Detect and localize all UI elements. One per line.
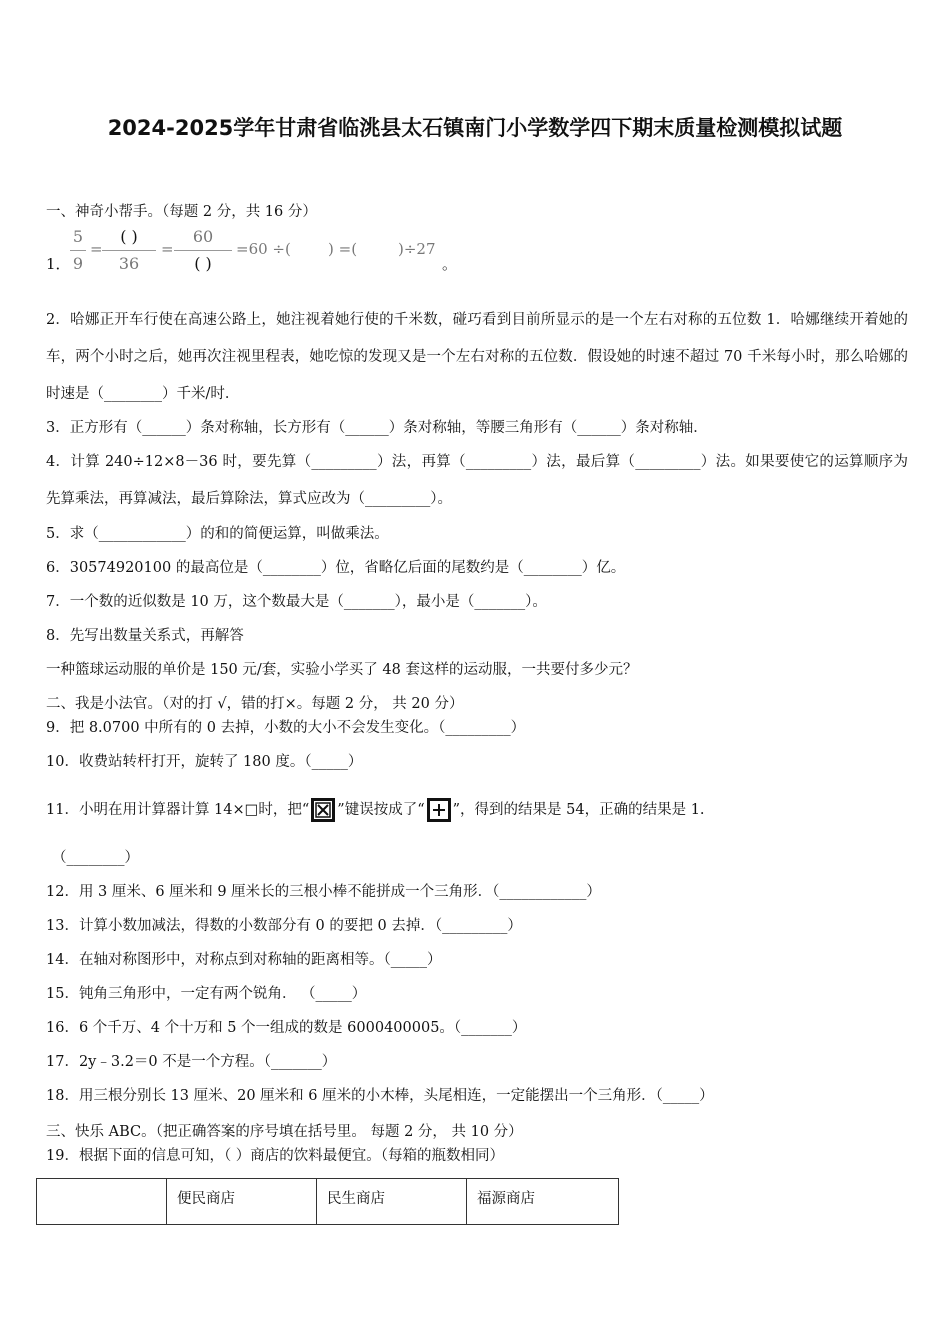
question-8-body: 一种篮球运动服的单价是 150 元/套，实验小学买了 48 套这样的运动服，一共要付多少元？ [46, 662, 638, 678]
question-11 [46, 798, 705, 822]
question-4: 4．计算 240÷12×8－36 时，要先算（_________）法，再算（_________）法，最后算（_________）法。如果要使它的运算顺序为先算乘法，再算减法，最后算除法，算式应改为（_________）。 [46, 454, 908, 507]
table-header-fuyuan: 福源商店 [467, 1179, 619, 1225]
q11-part-a: 11．小明在用计算器计算 14×□时，把“ [46, 802, 310, 818]
question-7: 7．一个数的近似数是 10 万，这个数最大是（_______），最小是（_______）。 [46, 594, 547, 610]
question-16: 16．6 个千万、4 个十万和 5 个一组成的数是 6000400005。（_______） [46, 1020, 527, 1036]
fraction-60-blank: 60 ( ) [174, 226, 232, 275]
multiply-key-icon [311, 798, 335, 822]
section-2-heading: 二、我是小法官。（对的打 √，错的打×。每题 2 分， 共 20 分） [46, 696, 464, 712]
question-19: 19．根据下面的信息可知，（ ）商店的饮料最便宜。（每箱的瓶数相同） [46, 1148, 505, 1164]
equals-sign-2: = [161, 240, 174, 258]
question-1 [46, 226, 546, 282]
table-header-minsheng: 民生商店 [317, 1179, 467, 1225]
question-5: 5．求（____________）的和的简便运算，叫做乘法。 [46, 526, 389, 542]
section-1-heading: 一、神奇小帮手。（每题 2 分，共 16 分） [46, 204, 317, 220]
q1-tail-3: )÷27 [398, 240, 436, 258]
q11-part-b: ”键误按成了“ [337, 802, 425, 818]
plus-key-icon [427, 798, 451, 822]
question-9: 9．把 8.0700 中所有的 0 去掉，小数的大小不会发生变化。（_________） [46, 720, 526, 736]
shop-table [36, 1178, 619, 1225]
q1-tail-2: ) =( [328, 240, 358, 258]
question-17: 17．2y﹣3.2＝0 不是一个方程。（_______） [46, 1054, 337, 1070]
q1-number: 1． [46, 255, 71, 273]
section-3-heading: 三、快乐 ABC。（把正确答案的序号填在括号里。 每题 2 分， 共 10 分） [46, 1124, 523, 1140]
equals-sign-1: = [90, 240, 103, 258]
q11-part-c: ”，得到的结果是 54，正确的结果是 1. [452, 802, 705, 818]
table-cell-blank [37, 1179, 167, 1225]
q1-tail-1: =60 ÷( [236, 240, 291, 258]
question-11-blank: （________） [52, 850, 139, 866]
question-2: 2．哈娜正开车行使在高速公路上，她注视着她行使的千米数，碰巧看到目前所显示的是一个左右对称的五位数 1．哈娜继续开着她的车，两个小时之后，她再次注视里程表，她吃惊的发现又是一个左右对称的五位数．假设她的时速不超过 70 千米每小时，那么哈娜的时速是（________）千米/时． [46, 312, 908, 402]
q1-end: 。 [442, 255, 458, 273]
question-18: 18．用三根分别长 13 厘米、20 厘米和 6 厘米的小木棒，头尾相连，一定能摆出一个三角形．（_____） [46, 1088, 714, 1104]
question-13: 13．计算小数加减法，得数的小数部分有 0 的要把 0 去掉．（_________） [46, 918, 522, 934]
table-header-bianmin: 便民商店 [167, 1179, 317, 1225]
question-12: 12．用 3 厘米、6 厘米和 9 厘米长的三根小棒不能拼成一个三角形．（____________） [46, 884, 601, 900]
question-14: 14．在轴对称图形中，对称点到对称轴的距离相等。（_____） [46, 952, 442, 968]
table-row [37, 1179, 619, 1225]
question-10: 10．收费站转杆打开，旋转了 180 度。（_____） [46, 754, 363, 770]
question-8: 8．先写出数量关系式，再解答 [46, 628, 244, 644]
page-title: 2024-2025学年甘肃省临洮县太石镇南门小学数学四下期末质量检测模拟试题 [107, 116, 843, 140]
question-6: 6．30574920100 的最高位是（________）位，省略亿后面的尾数约是（________）亿。 [46, 560, 626, 576]
fraction-5-9: 5 9 [70, 226, 86, 275]
fraction-blank-36: ( ) 36 [102, 226, 156, 275]
question-15: 15．钝角三角形中，一定有两个锐角． （_____） [46, 986, 367, 1002]
question-3: 3．正方形有（______）条对称轴，长方形有（______）条对称轴，等腰三角形有（______）条对称轴． [46, 420, 708, 436]
